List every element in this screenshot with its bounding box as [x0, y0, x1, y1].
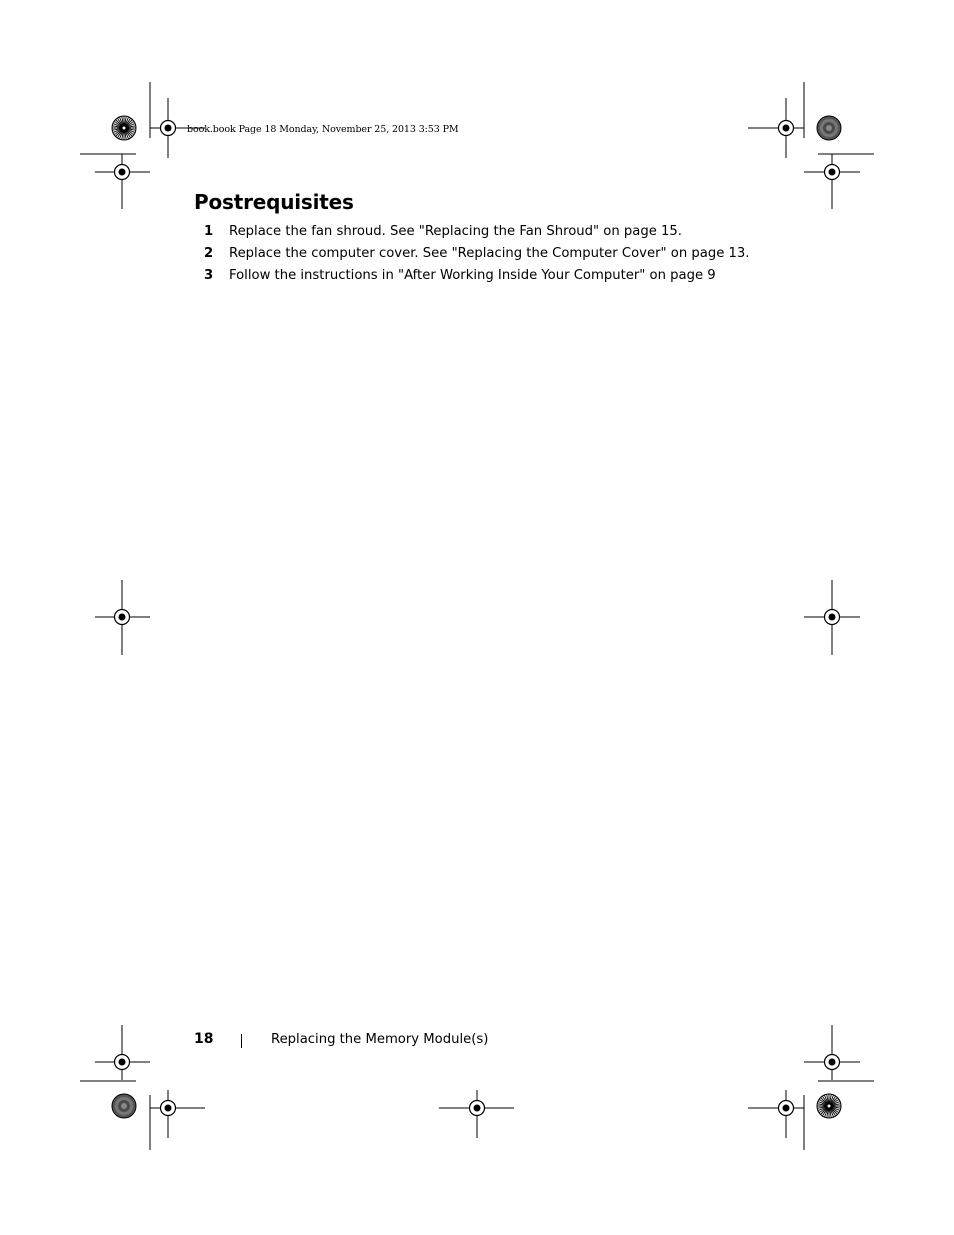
footer-page-number: 18	[194, 1031, 214, 1047]
print-header-info: book.book Page 18 Monday, November 25, 2013 3:53 PM	[187, 124, 459, 135]
step-number: 3	[204, 268, 214, 283]
step-number: 1	[204, 224, 214, 239]
step-item	[194, 224, 834, 246]
step-text: Replace the fan shroud. See "Replacing the Fan Shroud" on page 15.	[229, 224, 682, 239]
step-item	[194, 246, 834, 268]
footer-section-name: Replacing the Memory Module(s)	[271, 1032, 489, 1047]
step-item	[194, 268, 834, 290]
step-text: Follow the instructions in "After Working Inside Your Computer" on page 9	[229, 268, 716, 283]
footer-separator	[241, 1034, 242, 1048]
postrequisite-steps	[194, 224, 834, 290]
section-title: Postrequisites	[194, 190, 354, 214]
step-number: 2	[204, 246, 214, 261]
step-text: Replace the computer cover. See "Replacing the Computer Cover" on page 13.	[229, 246, 750, 261]
